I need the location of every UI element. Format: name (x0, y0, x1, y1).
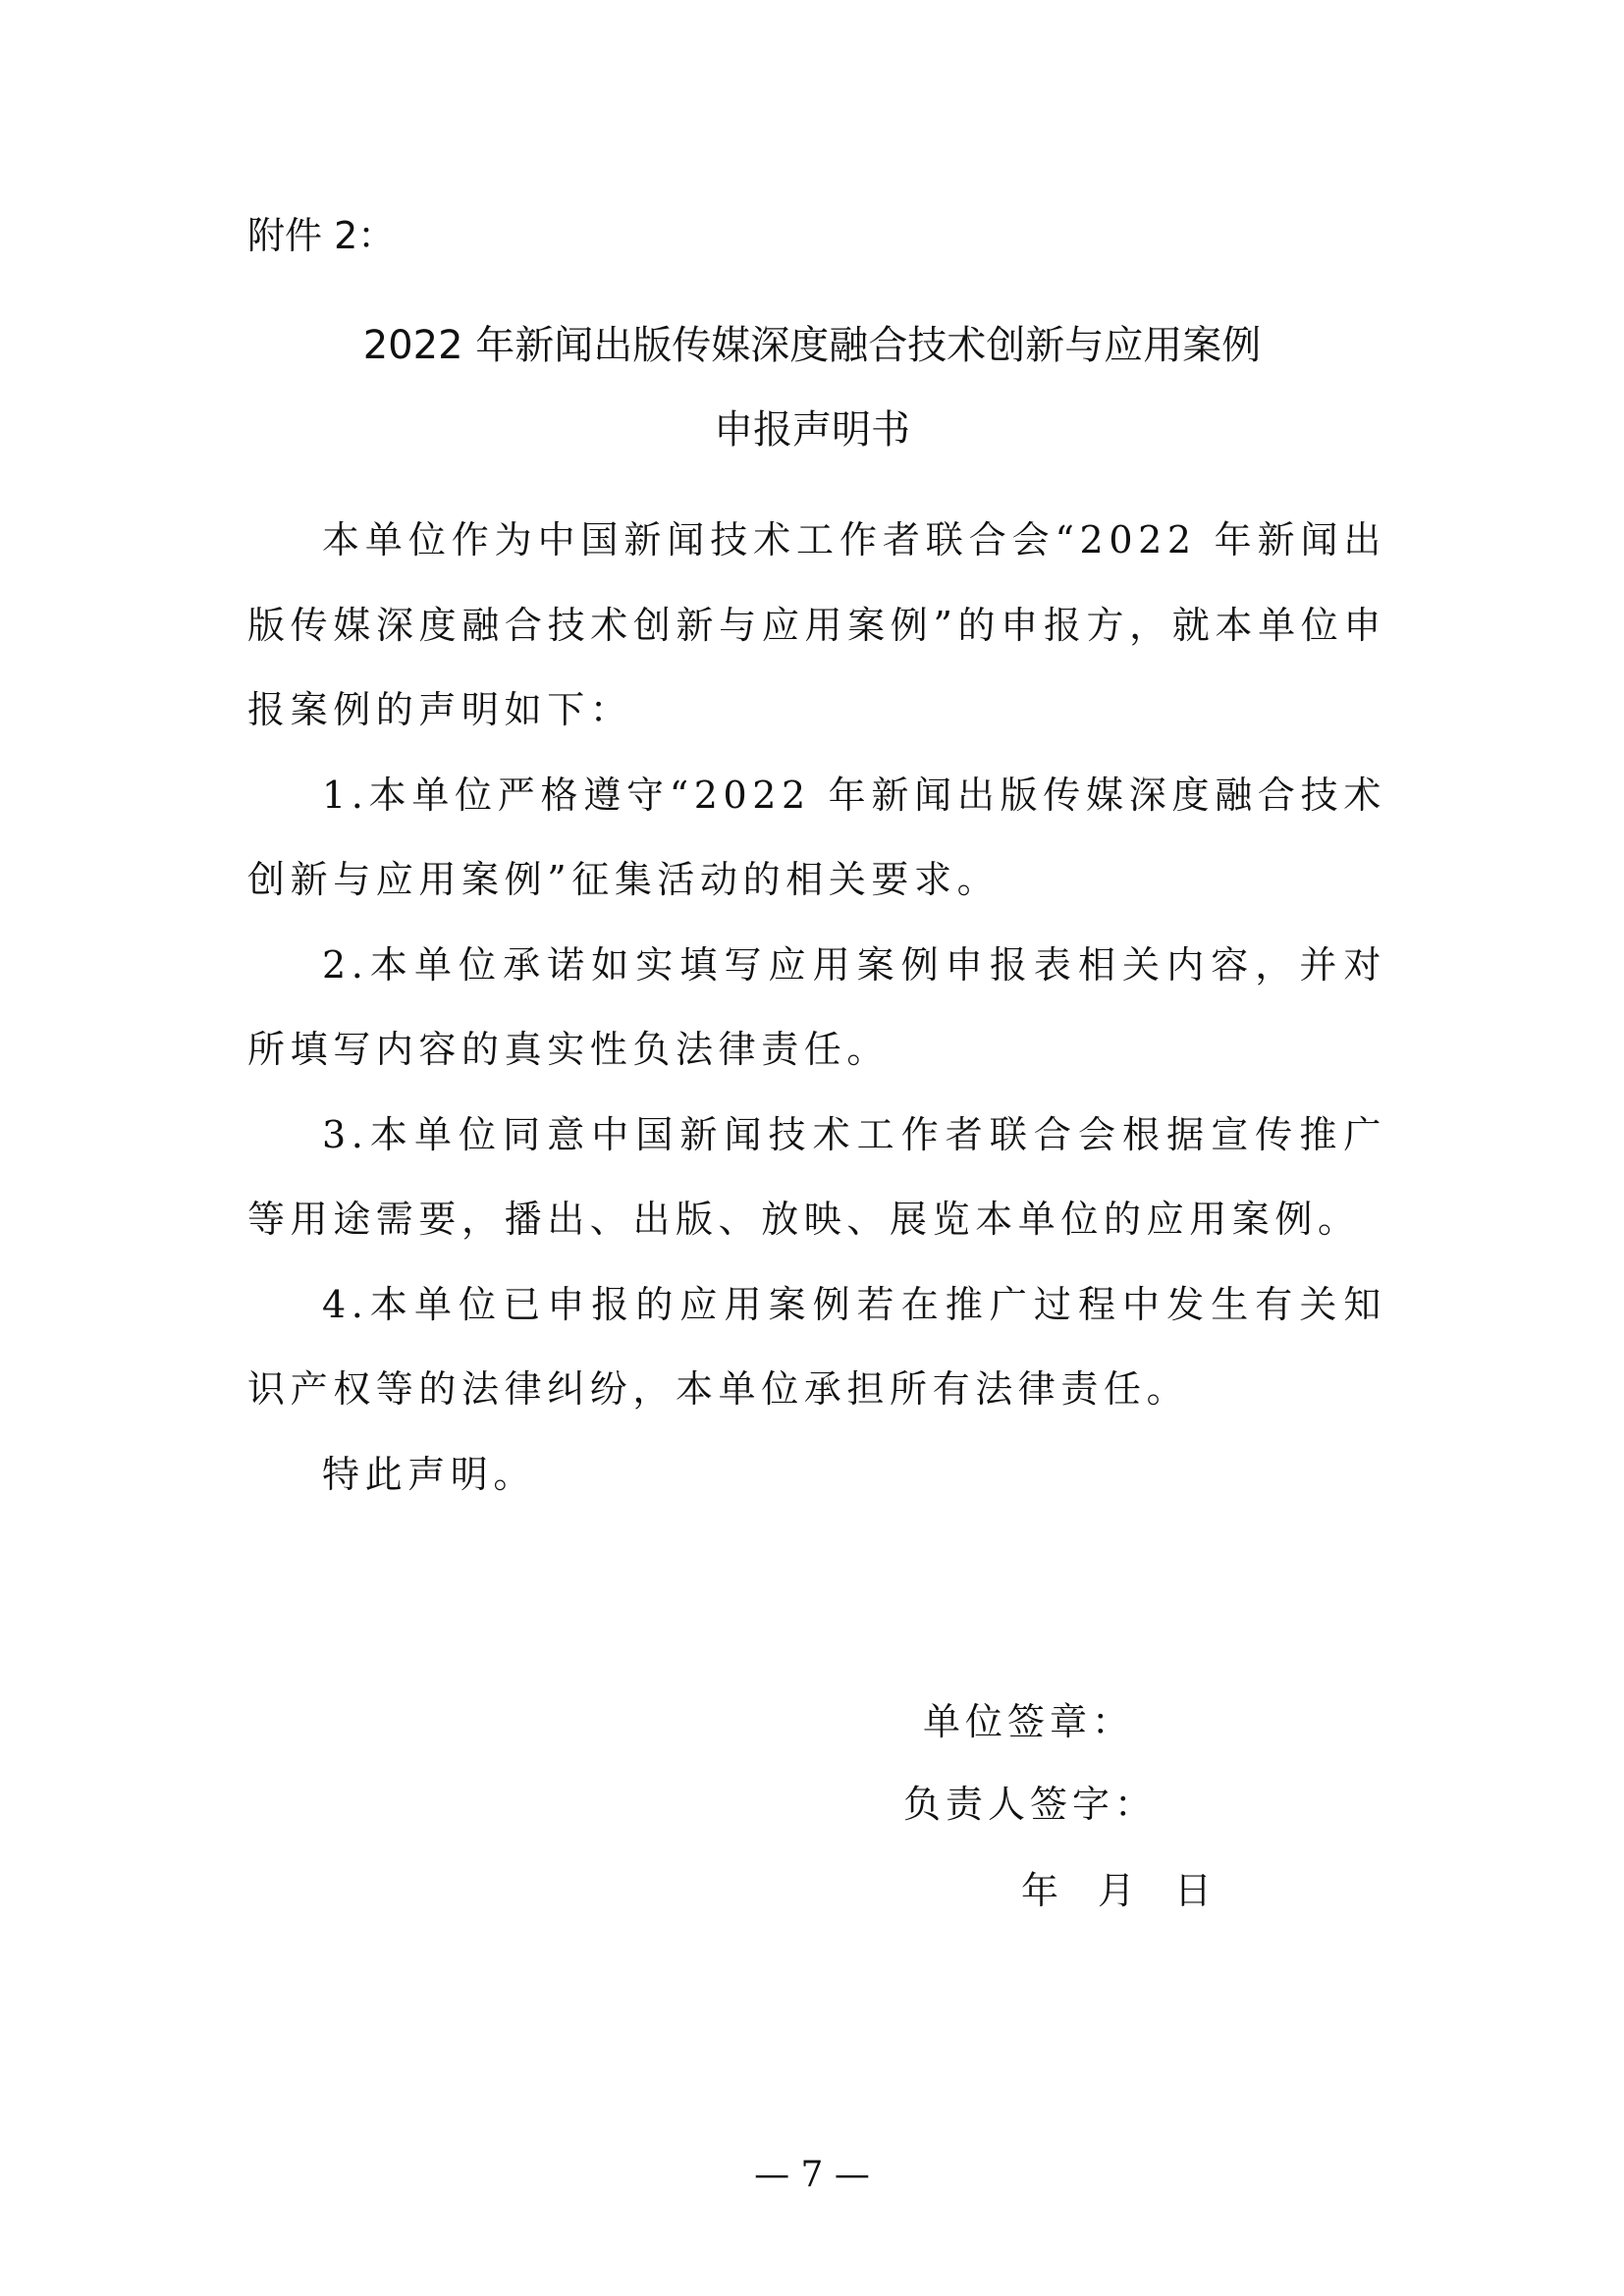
clause-1-paragraph: 1.本单位严格遵守“2022 年新闻出版传媒深度融合技术创新与应用案例”征集活动的相关要求。 (247, 773, 1386, 901)
closing-paragraph: 特此声明。 (322, 1452, 537, 1496)
document-subtitle: 申报声明书 (714, 407, 910, 453)
date-line (1021, 1863, 1212, 1918)
attachment-label: 附件 2： (247, 214, 396, 257)
document-title: 2022 年新闻出版传媒深度融合技术创新与应用案例 (362, 323, 1262, 368)
clause-4-paragraph: 4.本单位已申报的应用案例若在推广过程中发生有关知识产权等的法律纠纷，本单位承担所有法律责任。 (247, 1282, 1386, 1411)
clause-3-paragraph: 3.本单位同意中国新闻技术工作者联合会根据宣传推广等用途需要，播出、出版、放映、展览本单位的应用案例。 (247, 1112, 1386, 1241)
date-month: 月 (1098, 1869, 1136, 1912)
clause-2-paragraph: 2.本单位承诺如实填写应用案例申报表相关内容，并对所填写内容的真实性负法律责任。 (247, 942, 1386, 1071)
date-year: 年 (1021, 1869, 1059, 1912)
date-day: 日 (1174, 1869, 1213, 1912)
unit-seal-label: 单位签章： (923, 1700, 1135, 1743)
declaration-body (247, 498, 1386, 1517)
intro-paragraph: 本单位作为中国新闻技术工作者联合会“2022 年新闻出版传媒深度融合技术创新与应用案例”的申报方，就本单位申报案例的声明如下： (247, 518, 1386, 731)
page-number: — 7 — (754, 2155, 870, 2195)
responsible-person-label: 负责人签字： (903, 1783, 1158, 1826)
